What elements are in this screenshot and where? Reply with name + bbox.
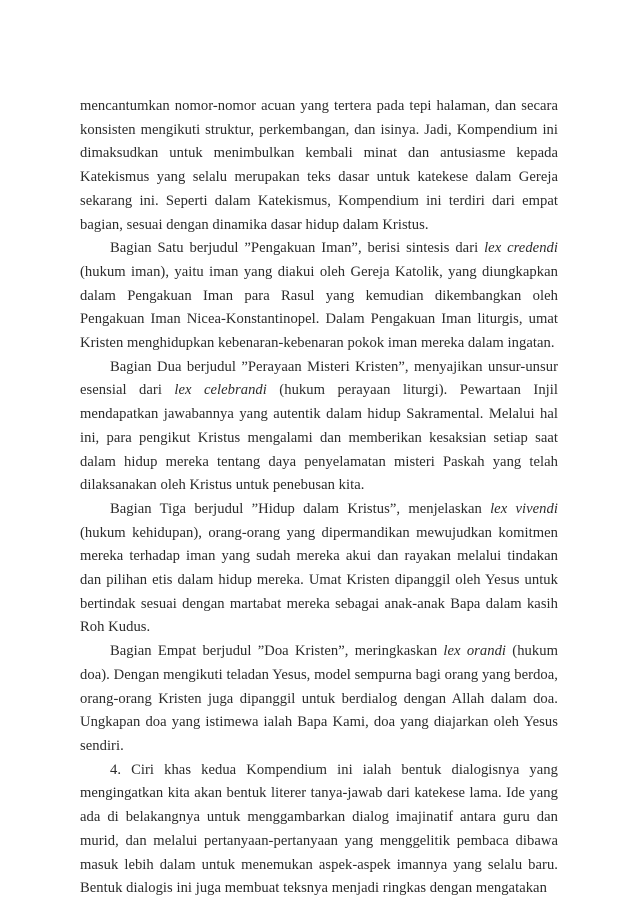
- paragraph-text: (hukum kehidupan), orang-orang yang dipermandikan mewujudkan komitmen mereka terhadap iman yang sudah mereka akui dan rayakan melalui tindakan dan pilihan etis dalam hidup mereka. Umat Kristen dipanggil oleh Yesus untuk bertindak sesuai dengan martabat mereka sebagai anak-anak Bapa dalam kasih Roh Kudus.: [80, 524, 558, 636]
- paragraph-text: Bagian Dua berjudul ”Perayaan Misteri Kristen”, menyajikan unsur-unsur esensial dari: [80, 358, 558, 399]
- paragraph-text: 4. Ciri khas kedua Kompendium ini ialah bentuk dialogisnya yang mengingatkan kita akan bentuk literer tanya-jawab dari katekese lama. Ide yang ada di belakangnya untuk menggambarkan dialog imajinatif antara guru dan murid, dan melalui pertanyaan-pertanyaan yang menggelitik pembaca dibawa masuk lebih dalam untuk menemukan aspek-aspek imannya yang selalu baru. Bentuk dialogis ini juga membuat teksnya menjadi ringkas dengan mengatakan: [80, 761, 558, 897]
- paragraph-text: Bagian Tiga berjudul ”Hidup dalam Kristus”, menjelaskan: [110, 500, 491, 517]
- body-text: [80, 95, 558, 901]
- italic-term: lex orandi: [443, 643, 507, 660]
- paragraph-text: Bagian Satu berjudul ”Pengakuan Iman”, berisi sintesis dari: [110, 240, 485, 257]
- italic-term: lex credendi: [484, 240, 558, 257]
- paragraph: [80, 498, 558, 640]
- paragraph-text: (hukum perayaan liturgi). Pewartaan Injil mendapatkan jawabannya yang autentik dalam hidup Sakramental. Melalui hal ini, para pengikut Kristus mengalami dan memberikan kesaksian setiap saat dalam hidup mereka tentang daya penyelamatan misteri Paskah yang telah dilaksanakan oleh Kristus untuk penebusan kita.: [80, 382, 558, 494]
- paragraph: [80, 237, 558, 356]
- italic-term: lex vivendi: [490, 500, 558, 517]
- paragraph: [80, 640, 558, 759]
- paragraph-text: (hukum iman), yaitu iman yang diakui oleh Gereja Katolik, yang diungkapkan dalam Pengakuan Iman para Rasul yang kemudian dikembangkan oleh Pengakuan Iman Nicea-Konstantinopel. Dalam Pengakuan Iman liturgis, umat Kristen menghidupkan kebenaran-kebenaran pokok iman mereka dalam ingatan.: [80, 263, 558, 352]
- paragraph-text: mencantumkan nomor-nomor acuan yang tertera pada tepi halaman, dan secara konsisten mengikuti struktur, perkembangan, dan isinya. Jadi, Kompendium ini dimaksudkan untuk menimbulkan kembali minat dan antusiasme kepada Katekismus yang selalu merupakan teks dasar untuk katekese dalam Gereja sekarang ini. Seperti dalam Katekismus, Kompendium ini terdiri dari empat bagian, sesuai dengan dinamika dasar hidup dalam Kristus.: [80, 98, 558, 233]
- italic-term: lex celebrandi: [174, 382, 267, 399]
- paragraph: [80, 759, 558, 901]
- paragraph-text: (hukum doa). Dengan mengikuti teladan Yesus, model sempurna bagi orang yang berdoa, orang-orang Kristen juga dipanggil untuk berdialog dengan Allah dalam doa. Ungkapan doa yang istimewa ialah Bapa Kami, doa yang diajarkan oleh Yesus sendiri.: [80, 643, 558, 754]
- paragraph: [80, 356, 558, 498]
- paragraph-text: Bagian Empat berjudul ”Doa Kristen”, meringkaskan: [110, 643, 444, 660]
- paragraph: [80, 95, 558, 237]
